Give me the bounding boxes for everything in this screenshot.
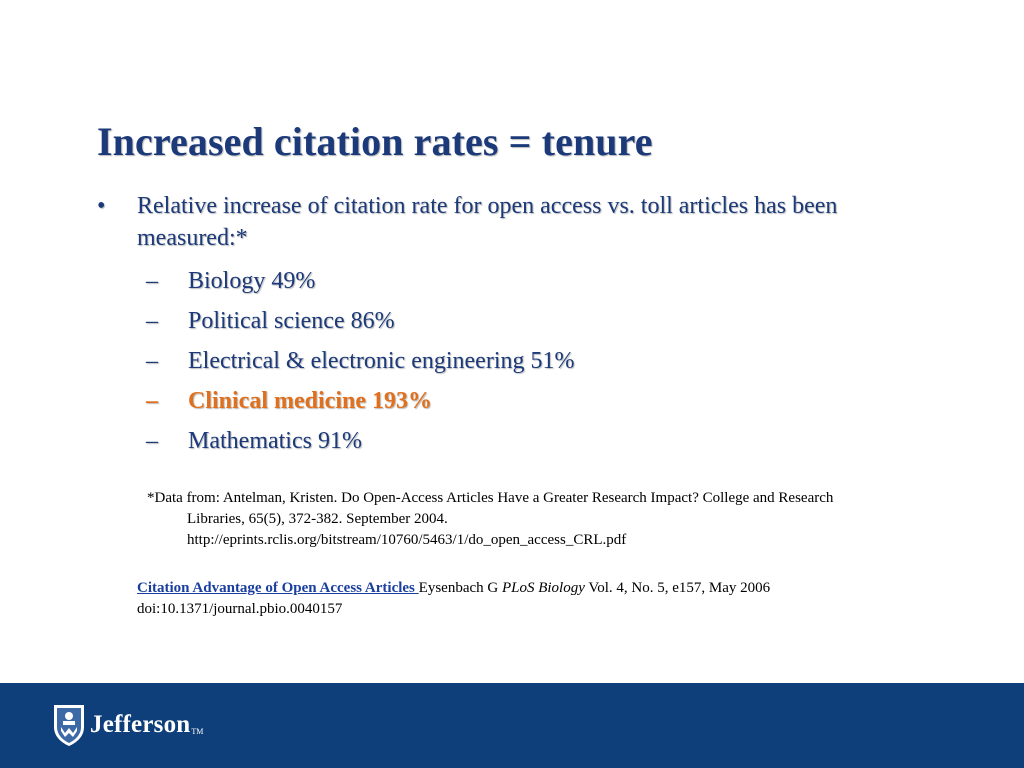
subitem-text: Mathematics 91% <box>188 428 362 454</box>
dash-marker: – <box>146 268 158 294</box>
citation-author: Eysenbach G <box>418 580 502 596</box>
subitem-text: Clinical medicine 193% <box>188 388 432 414</box>
jefferson-shield-icon <box>52 703 86 747</box>
subitem-text: Biology 49% <box>188 268 316 294</box>
citation-link[interactable]: Citation Advantage of Open Access Articles <box>137 580 419 596</box>
citation <box>137 578 957 620</box>
citation-journal: PLoS Biology <box>501 580 585 596</box>
citation-doi: doi:10.1371/journal.pbio.0040157 <box>137 601 343 617</box>
dash-marker: – <box>146 428 158 454</box>
footnote-line-1: *Data from: Antelman, Kristen. Do Open-Access Articles Have a Greater Research Impact? College and Research <box>147 490 834 506</box>
trademark-mark: TM <box>191 726 204 736</box>
jefferson-logo <box>52 703 203 747</box>
citation-details: Vol. 4, No. 5, e157, May 2006 <box>584 580 771 596</box>
slide-title: Increased citation rates = tenure <box>97 119 653 164</box>
subitem-text: Electrical & electronic engineering 51% <box>188 348 575 374</box>
dash-marker: – <box>146 348 158 374</box>
footnote <box>147 488 947 551</box>
dash-marker: – <box>146 388 158 414</box>
footnote-line-2: Libraries, 65(5), 372-382. September 2004. <box>187 511 448 527</box>
footnote-url: http://eprints.rclis.org/bitstream/10760/5463/1/do_open_access_CRL.pdf <box>187 532 627 548</box>
bullet-marker: • <box>97 193 106 219</box>
subitem-text: Political science 86% <box>188 308 395 334</box>
bullet-text: Relative increase of citation rate for open access vs. toll articles has been measured:* <box>137 193 838 251</box>
dash-marker: – <box>146 308 158 334</box>
logo-wordmark: Jefferson <box>90 711 191 738</box>
